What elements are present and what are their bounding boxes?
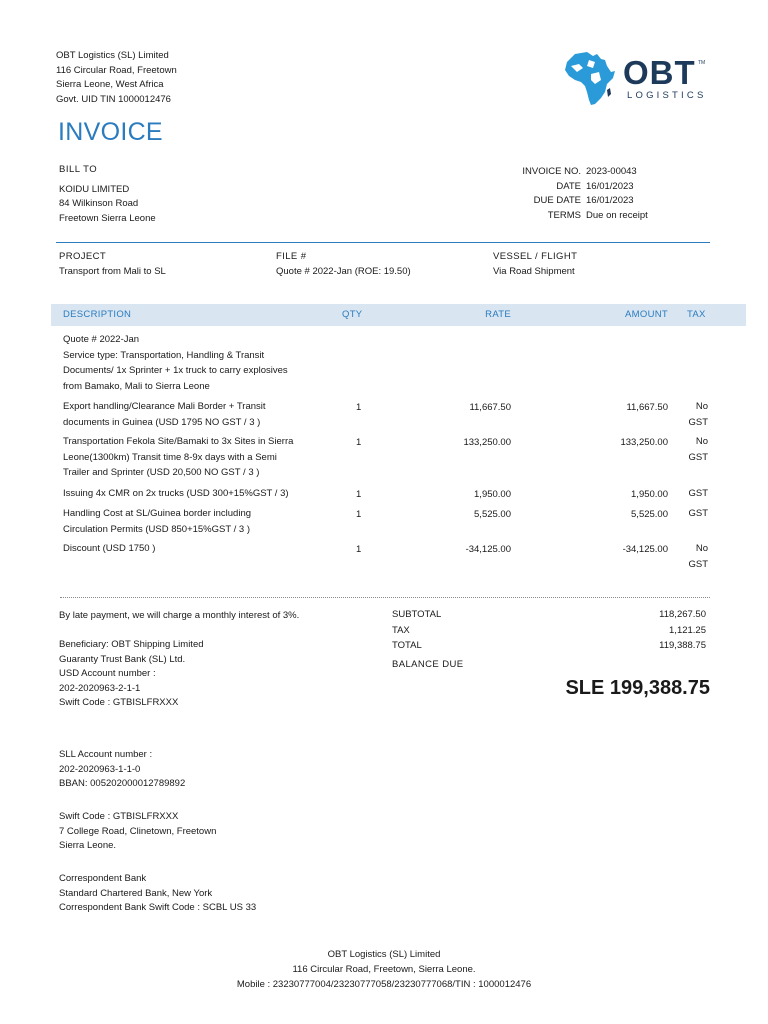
meta-row (448, 194, 708, 209)
row-qty: 1 (356, 509, 362, 520)
row-rate: 5,525.00 (474, 509, 511, 520)
row-rate: -34,125.00 (465, 544, 511, 555)
subtotal-label: SUBTOTAL (392, 609, 442, 620)
header-amount: AMOUNT (625, 309, 668, 320)
company-line: OBT Logistics (SL) Limited (56, 50, 169, 61)
row-tax (686, 399, 708, 430)
bank-line: Guaranty Trust Bank (SL) Ltd. (59, 653, 186, 665)
intro-line: Service type: Transportation, Handling & Transit (63, 349, 265, 361)
description-line: Handling Cost at SL/Guinea border including (63, 508, 252, 519)
footer-line: Mobile : 23230777004/23230777058/23230777068/TIN : 1000012476 (236, 979, 532, 990)
total-value: 119,388.75 (659, 640, 706, 651)
logo-wordmark: OBT (623, 54, 696, 91)
bank-line: 202-2020963-2-1-1 (59, 682, 141, 694)
meta-row (448, 209, 708, 224)
table-row-description (63, 486, 323, 502)
tax-line: No (695, 401, 708, 412)
bill-to-line: 84 Wilkinson Road (59, 198, 139, 209)
bank-line: SLL Account number : (59, 749, 153, 760)
bank-line: Correspondent Bank (59, 873, 147, 884)
tax-line: No (695, 436, 708, 447)
late-payment-note: By late payment, we will charge a monthly interest of 3%. (59, 610, 300, 621)
bank-line: Correspondent Bank Swift Code : SCBL US 33 (59, 902, 257, 913)
bank-sll (59, 748, 185, 792)
meta-value: Due on receipt (586, 209, 648, 221)
tax-line: No (695, 543, 708, 554)
bank-line: 202-2020963-1-1-0 (59, 763, 141, 775)
file-block (276, 250, 411, 279)
meta-row (448, 165, 708, 180)
header-tax: TAX (687, 309, 706, 320)
row-tax (686, 541, 708, 572)
footer-line: 116 Circular Road, Freetown, Sierra Leone. (292, 964, 476, 975)
row-amount: 133,250.00 (620, 437, 668, 448)
description-line: Transportation Fekola Site/Bamaki to 3x Sites in Sierra (63, 436, 294, 447)
company-line: Govt. UID TIN 1000012476 (56, 93, 171, 105)
subtotal-value: 118,267.50 (659, 609, 706, 620)
row-qty: 1 (356, 544, 362, 555)
tax-line: GST (688, 416, 708, 428)
row-rate: 1,950.00 (474, 489, 511, 500)
table-row-description (63, 541, 323, 557)
header-rate: RATE (485, 309, 511, 320)
vessel-label: VESSEL / FLIGHT (493, 251, 578, 262)
table-row-description (63, 506, 323, 537)
meta-label: DATE (556, 180, 581, 192)
quote-intro (63, 332, 323, 394)
logo-trademark: TM (698, 60, 706, 66)
tax-label: TAX (392, 624, 410, 636)
row-tax (686, 486, 708, 502)
bank-line: Sierra Leone. (59, 840, 117, 851)
meta-value: 2023-00043 (586, 166, 637, 177)
row-qty: 1 (356, 489, 362, 500)
totals-values (659, 607, 706, 654)
bank-line: Swift Code : GTBISLFRXXX (59, 697, 179, 708)
meta-value: 16/01/2023 (586, 195, 634, 206)
table-row-description (63, 434, 323, 481)
bank-swift (59, 810, 216, 854)
bill-to (59, 163, 156, 226)
tax-line: GST (688, 488, 708, 499)
intro-line: Quote # 2022-Jan (63, 334, 140, 345)
page-footer (0, 947, 768, 992)
description-line: Trailer and Sprinter (USD 20,500 NO GST / 3 ) (63, 467, 260, 478)
row-amount: 11,667.50 (626, 402, 668, 413)
project-block (59, 250, 166, 279)
project-label: PROJECT (59, 251, 107, 262)
total-label: TOTAL (392, 640, 422, 651)
file-value: Quote # 2022-Jan (ROE: 19.50) (276, 265, 411, 277)
description-line: Discount (USD 1750 ) (63, 543, 156, 554)
bill-to-heading: BILL TO (59, 164, 98, 175)
bank-line: BBAN: 005202000012789892 (59, 778, 186, 789)
bill-to-line: KOIDU LIMITED (59, 183, 130, 195)
company-address (56, 49, 177, 107)
row-amount: -34,125.00 (622, 544, 668, 555)
meta-label: DUE DATE (533, 195, 581, 206)
tax-line: GST (688, 451, 708, 463)
logo-tagline: LOGISTICS (627, 90, 707, 101)
footer-line: OBT Logistics (SL) Limited (327, 949, 441, 960)
description-line: documents in Guinea (USD 1795 NO GST / 3 ) (63, 416, 261, 428)
intro-line: Documents/ 1x Sprinter + 1x truck to carry explosives (63, 365, 288, 376)
bill-to-line: Freetown Sierra Leone (59, 212, 156, 224)
invoice-meta (448, 165, 708, 223)
description-line: Circulation Permits (USD 850+15%GST / 3 ) (63, 523, 250, 535)
intro-line: from Bamako, Mali to Sierra Leone (63, 380, 210, 392)
section-divider (56, 242, 710, 243)
row-qty: 1 (356, 402, 362, 413)
header-qty: QTY (342, 309, 363, 320)
row-amount: 5,525.00 (631, 509, 668, 520)
tax-value: 1,121.25 (669, 624, 706, 636)
bank-line: USD Account number : (59, 668, 156, 679)
row-rate: 133,250.00 (463, 437, 511, 448)
description-line: Leone(1300km) Transit time 8-9x days with a Semi (63, 451, 277, 463)
vessel-block (493, 250, 577, 279)
totals-labels (392, 607, 441, 654)
obt-logo (561, 50, 711, 110)
company-line: 116 Circular Road, Freetown (56, 64, 177, 76)
row-qty: 1 (356, 437, 362, 448)
meta-value: 16/01/2023 (586, 180, 634, 192)
description-line: Export handling/Clearance Mali Border + Transit (63, 401, 266, 412)
balance-due-value: SLE 199,388.75 (565, 677, 710, 699)
meta-label: INVOICE NO. (522, 166, 581, 177)
table-header (51, 304, 746, 326)
row-tax (686, 434, 708, 465)
bank-line: Beneficiary: OBT Shipping Limited (59, 639, 204, 650)
file-label: FILE # (276, 251, 307, 262)
bank-line: 7 College Road, Clinetown, Freetown (59, 825, 217, 837)
africa-map-icon (561, 50, 619, 108)
vessel-value: Via Road Shipment (493, 265, 575, 277)
bank-usd (59, 638, 204, 711)
description-line: Issuing 4x CMR on 2x trucks (USD 300+15%GST / 3) (63, 488, 289, 499)
bank-correspondent (59, 872, 256, 916)
meta-row (448, 180, 708, 195)
row-tax (686, 506, 708, 522)
table-row-description (63, 399, 323, 430)
meta-label: TERMS (547, 209, 581, 221)
company-line: Sierra Leone, West Africa (56, 79, 164, 90)
bank-line: Swift Code : GTBISLFRXXX (59, 811, 179, 822)
row-rate: 11,667.50 (469, 402, 511, 413)
project-value: Transport from Mali to SL (59, 265, 166, 277)
tax-line: GST (688, 558, 708, 570)
tax-line: GST (688, 508, 708, 519)
row-amount: 1,950.00 (631, 489, 668, 500)
balance-due-label: BALANCE DUE (392, 659, 464, 670)
header-description: DESCRIPTION (63, 309, 132, 320)
dotted-divider (60, 597, 710, 598)
invoice-title: INVOICE (58, 118, 163, 146)
bank-line: Standard Chartered Bank, New York (59, 887, 213, 899)
